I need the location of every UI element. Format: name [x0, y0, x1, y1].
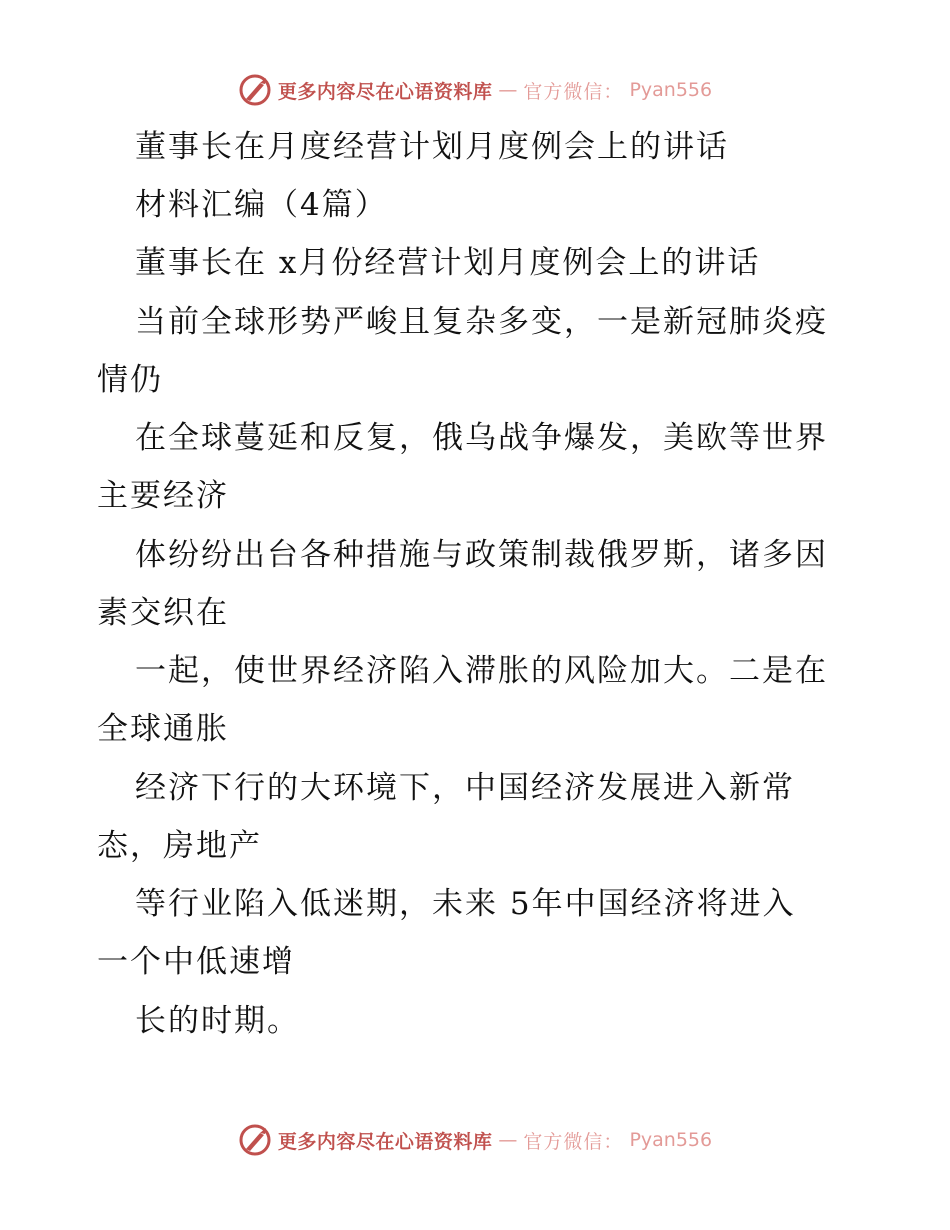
banner-wechat-id: Pyan556	[629, 1129, 713, 1151]
banner-wechat-id: Pyan556	[629, 79, 713, 101]
doc-title-line-1: 董事长在月度经营计划月度例会上的讲话	[135, 129, 729, 165]
body-line: 情仍	[97, 362, 163, 398]
body-line: 素交织在	[97, 595, 229, 631]
banner-text: 更多内容尽在心语资料库	[277, 1130, 493, 1153]
body-line: 经济下行的大环境下，中国经济发展进入新常	[135, 770, 795, 806]
body-line: 在全球蔓延和反复，俄乌战争爆发，美欧等世界	[135, 420, 828, 456]
header-watermark	[0, 70, 950, 110]
banner-wechat-label: 官方微信：	[523, 1130, 624, 1153]
body-line: 当前全球形势严峻且复杂多变，一是新冠肺炎疫	[135, 304, 828, 340]
footer-watermark	[0, 1120, 950, 1160]
body-line: 体纷纷出台各种措施与政策制裁俄罗斯，诸多因	[135, 537, 828, 573]
banner-dash: —	[498, 79, 518, 101]
body-line: 一个中低速增	[97, 944, 295, 980]
body-line: 全球通胀	[97, 711, 229, 747]
doc-title-line-2: 材料汇编（4篇）	[135, 187, 388, 223]
quill-logo-icon	[238, 73, 272, 107]
body-line: 主要经济	[97, 478, 229, 514]
body-line: 等行业陷入低迷期，未来 5年中国经济将进入	[135, 886, 796, 922]
body-line: 态，房地产	[97, 828, 262, 864]
quill-logo-icon	[238, 1123, 272, 1157]
banner-wechat-label: 官方微信：	[523, 80, 624, 103]
body-line: 长的时期。	[135, 1003, 300, 1039]
banner-dash: —	[498, 1129, 518, 1151]
banner-text: 更多内容尽在心语资料库	[277, 80, 493, 103]
body-line: 一起，使世界经济陷入滞胀的风险加大。二是在	[135, 653, 828, 689]
section-heading: 董事长在 x月份经营计划月度例会上的讲话	[135, 245, 761, 281]
